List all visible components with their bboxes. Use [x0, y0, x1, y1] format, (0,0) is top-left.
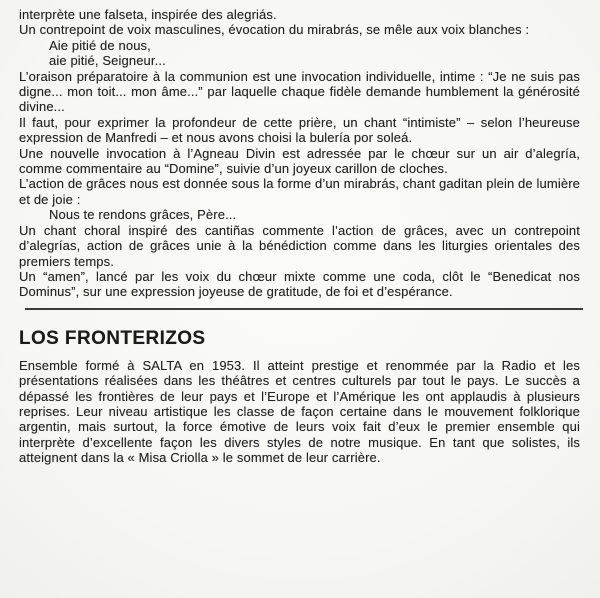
paragraph-action-graces: L’action de grâces nous est donnée sous la forme d’un mirabrás, chant gaditan plein de lumière et de joie : [19, 176, 580, 207]
section-heading-los-fronterizos: LOS FRONTERIZOS [19, 327, 206, 349]
paragraph-invocation: Une nouvelle invocation à l’Agneau Divin est adressée par le chœur sur un air d’alegría, comme commentaire au “Domine”, suivie d’un joyeux carillon de cloches. [19, 145, 580, 177]
verse-line-aie-pitie-2: aie pitié, Seigneur... [49, 53, 166, 69]
verse-line-aie-pitie-1: Aie pitié de nous, [49, 37, 151, 53]
paragraph-oraison: L’oraison préparatoire à la communion est une invocation individuelle, intime : “Je ne suis pas digne... mon toit... mon âme...” par laquelle chaque fidèle demande humblement la générosité divine... [19, 68, 580, 115]
misa-criolla-notes-section [19, 7, 580, 300]
paragraph-il-faut: Il faut, pour exprimer la profondeur de cette prière, un chant “intimiste” – selon l’heureuse expression de Manfredi – et nous avons choisi la bulería por soleá. [19, 114, 580, 146]
verse-line-nous-te-rendons: Nous te rendons grâces, Père... [49, 207, 237, 223]
paragraph-contrepoint: Un contrepoint de voix masculines, évocation du mirabrás, se mêle aux voix blanches : [19, 22, 530, 38]
paragraph-falseta: interprète une falseta, inspirée des alegriás. [19, 7, 277, 22]
paragraph-chant-choral: Un chant choral inspiré des cantiñas commente l’action de grâces, avec un contrepoint d’alegrías, action de grâces unie à la bénédiction comme dans les liturgies orientales des premiers temps. [19, 222, 580, 269]
paragraph-fronterizos-bio: Ensemble formé à SALTA en 1953. Il atteint prestige et renommée par la Radio et les présentations réalisées dans les théâtres et centres culturels par tout le pays. Le succès a dépassé les frontières de leur pays et l’Europe et l’Amérique les ont applaudis à plusieurs reprises. Leur niveau artistique les classe de façon certaine dans le mouvement folklorique argentin, mais surtout, la force émotive de leurs voix fait d’eux le premier ensemble qui interprète d’excellente façon les divers styles de notre musique. En tant que solistes, ils atteignent dans la « Misa Criolla » le sommet de leur carrière. [19, 357, 580, 466]
section-divider [25, 308, 583, 310]
fronterizos-section [19, 328, 580, 466]
paragraph-amen: Un “amen”, lancé par les voix du chœur mixte comme une coda, clôt le “Benedicat nos Dominus”, sur une expression joyeuse de gratitude, de foi et d’espérance. [19, 268, 580, 300]
